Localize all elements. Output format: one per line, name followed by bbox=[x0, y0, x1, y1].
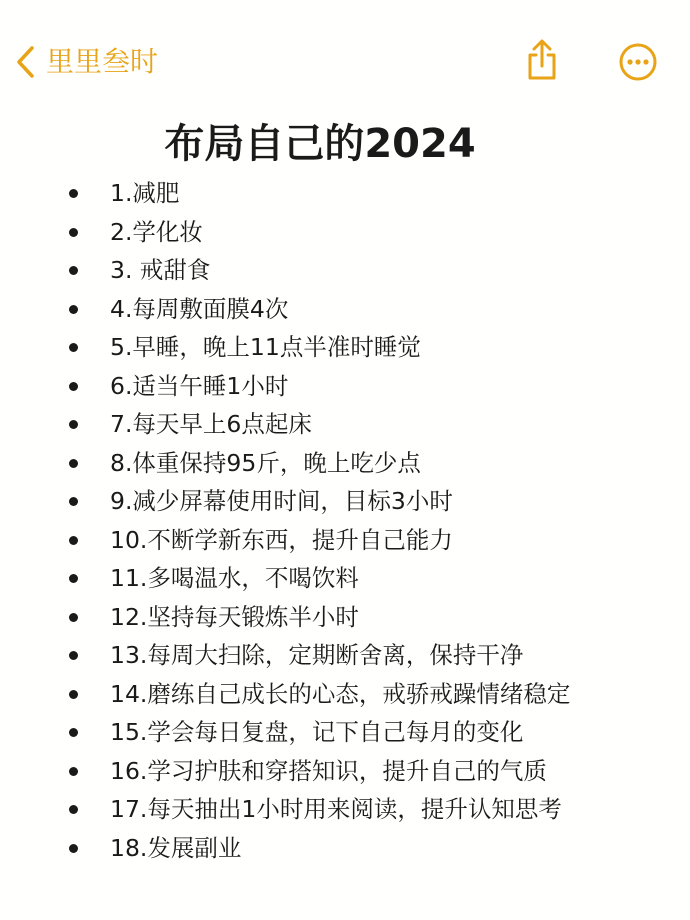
bullet-icon bbox=[69, 536, 78, 545]
navigation-bar bbox=[0, 36, 690, 88]
note-title: 布局自己的2024 bbox=[164, 121, 476, 167]
list-item-text: 16.学习护肤和穿搭知识，提升自己的气质 bbox=[110, 756, 547, 785]
list-item-text: 14.磨练自己成长的心态，戒骄戒躁情绪稳定 bbox=[110, 679, 571, 708]
list-item-text: 4.每周敷面膜4次 bbox=[110, 294, 289, 323]
list-item[interactable] bbox=[0, 328, 690, 367]
bullet-icon bbox=[69, 805, 78, 814]
list-item[interactable] bbox=[0, 444, 690, 483]
list-item[interactable] bbox=[0, 174, 690, 213]
more-icon bbox=[618, 67, 658, 86]
list-item-text: 8.体重保持95斤，晚上吃少点 bbox=[110, 448, 421, 477]
bullet-icon bbox=[69, 228, 78, 237]
list-item-text: 7.每天早上6点起床 bbox=[110, 410, 312, 438]
note-checklist bbox=[0, 174, 690, 867]
list-item[interactable] bbox=[0, 290, 690, 329]
list-item-text: 15.学会每日复盘，记下自己每月的变化 bbox=[110, 718, 524, 746]
list-item-text: 3. 戒甜食 bbox=[110, 256, 211, 284]
list-item-text: 6.适当午睡1小时 bbox=[110, 371, 289, 400]
list-item-text: 17.每天抽出1小时用来阅读，提升认知思考 bbox=[110, 795, 562, 823]
bullet-icon bbox=[69, 728, 78, 737]
list-item[interactable] bbox=[0, 559, 690, 598]
list-item[interactable] bbox=[0, 713, 690, 752]
list-item[interactable] bbox=[0, 482, 690, 521]
list-item-text: 10.不断学新东西，提升自己能力 bbox=[110, 525, 453, 554]
bullet-icon bbox=[69, 613, 78, 622]
list-item[interactable] bbox=[0, 367, 690, 406]
list-item[interactable] bbox=[0, 405, 690, 444]
bullet-icon bbox=[69, 343, 78, 352]
bullet-icon bbox=[69, 305, 78, 314]
list-item-text: 11.多喝温水，不喝饮料 bbox=[110, 564, 359, 592]
bullet-icon bbox=[69, 459, 78, 468]
bullet-icon bbox=[69, 189, 78, 198]
bullet-icon bbox=[69, 382, 78, 391]
share-icon bbox=[522, 67, 562, 86]
list-item-text: 12.坚持每天锻炼半小时 bbox=[110, 602, 359, 631]
list-item-text: 13.每周大扫除，定期断舍离，保持干净 bbox=[110, 641, 524, 669]
back-button[interactable] bbox=[14, 40, 158, 84]
bullet-icon bbox=[69, 574, 78, 583]
list-item[interactable] bbox=[0, 790, 690, 829]
list-item[interactable] bbox=[0, 636, 690, 675]
chevron-left-icon bbox=[14, 45, 36, 79]
bullet-icon bbox=[69, 767, 78, 776]
bullet-icon bbox=[69, 497, 78, 506]
list-item-text: 18.发展副业 bbox=[110, 833, 242, 862]
list-item[interactable] bbox=[0, 251, 690, 290]
list-item[interactable] bbox=[0, 213, 690, 252]
list-item-text: 5.早睡，晚上11点半准时睡觉 bbox=[110, 333, 421, 361]
list-item[interactable] bbox=[0, 521, 690, 560]
list-item[interactable] bbox=[0, 752, 690, 791]
list-item[interactable] bbox=[0, 675, 690, 714]
list-item[interactable] bbox=[0, 598, 690, 637]
bullet-icon bbox=[69, 266, 78, 275]
bullet-icon bbox=[69, 690, 78, 699]
list-item-text: 9.减少屏幕使用时间，目标3小时 bbox=[110, 487, 453, 515]
back-label: 里里叁时 bbox=[46, 45, 159, 78]
bullet-icon bbox=[69, 844, 78, 853]
bullet-icon bbox=[69, 420, 78, 429]
more-button[interactable] bbox=[618, 42, 658, 86]
bullet-icon bbox=[69, 651, 78, 660]
share-button[interactable] bbox=[522, 38, 562, 86]
list-item[interactable] bbox=[0, 829, 690, 868]
list-item-text: 2.学化妆 bbox=[110, 217, 203, 246]
list-item-text: 1.减肥 bbox=[110, 179, 180, 207]
